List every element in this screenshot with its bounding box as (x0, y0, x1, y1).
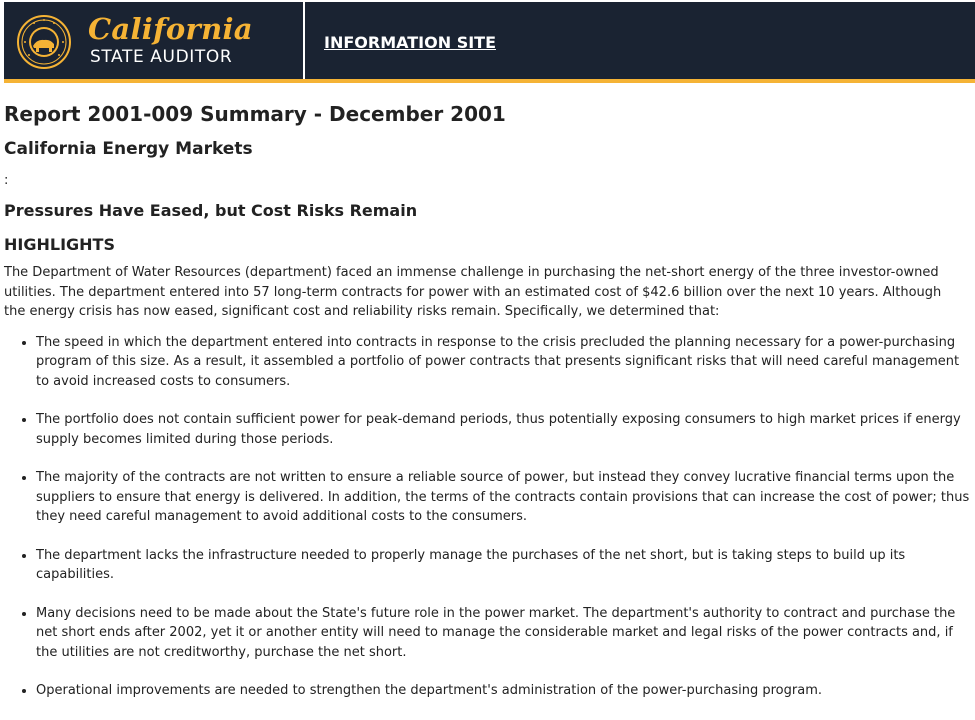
page-title: Report 2001-009 Summary - December 2001 (4, 102, 506, 126)
brand-name: California (88, 12, 253, 46)
header-divider (303, 2, 305, 79)
list-item: • The majority of the contracts are not written to ensure a reliable source of power, but instead they convey lucrative financial terms upon the suppliers to ensure that energy is delivered. In addition, the terms of the contracts contain provisions that can increase the cost of power; thus they need careful management to avoid additional costs to the consumers. (36, 468, 975, 527)
main-content (4, 97, 972, 720)
findings-list (4, 333, 972, 701)
brand-subtitle: STATE AUDITOR (90, 47, 233, 67)
list-item: • The speed in which the department entered into contracts in response to the crisis precluded the planning necessary for a power-purchasing program of this size. As a result, it assembled a portfolio of power contracts that presents significant risks that will need careful management to avoid increased costs to consumers. (36, 333, 975, 392)
report-subtitle: California Energy Markets (4, 139, 253, 159)
list-item: • The department lacks the infrastructure needed to properly manage the purchases of the net short, but is taking steps to build up its capabilities. (36, 546, 975, 585)
list-item: • The portfolio does not contain sufficient power for peak-demand periods, thus potentially exposing consumers to high market prices if energy supply becomes limited during those periods. (36, 410, 975, 449)
seal-icon (17, 15, 71, 69)
report-tagline: Pressures Have Eased, but Cost Risks Remain (4, 201, 418, 220)
separator-text: : (4, 173, 9, 188)
highlights-heading: HIGHLIGHTS (4, 235, 115, 254)
site-logo[interactable] (4, 2, 303, 79)
information-site-link[interactable]: INFORMATION SITE (324, 33, 497, 52)
intro-paragraph: The Department of Water Resources (department) faced an immense challenge in purchasing the net-short energy of the three investor-owned utilities. The department entered into 57 long-term contracts for power with an estimated cost of $42.6 billion over the next 10 years. Although the energy crisis has now eased, significant cost and reliability risks remain. Specifically, we determined that: (4, 265, 942, 319)
list-item: • Many decisions need to be made about the State's future role in the power market. The department's authority to contract and purchase the net short ends after 2002, yet it or another entity will need to manage the considerable market and legal risks of the power contracts and, if the utilities are not creditworthy, purchase the net short. (36, 604, 975, 663)
list-item: • Operational improvements are needed to strengthen the department's administration of the power-purchasing program. (36, 681, 975, 701)
site-header (4, 2, 975, 83)
